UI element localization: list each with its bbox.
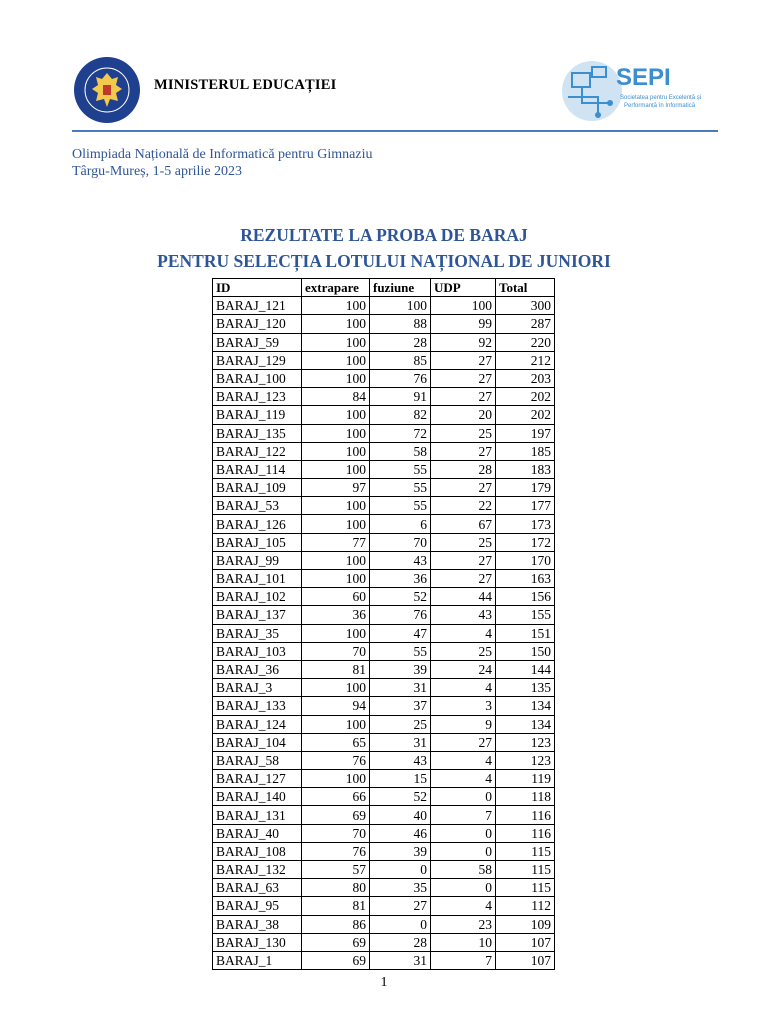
cell-extrapare: 86 <box>302 915 370 933</box>
cell-udp: 25 <box>431 642 496 660</box>
government-crest-logo <box>72 55 142 125</box>
cell-extrapare: 100 <box>302 442 370 460</box>
cell-total: 107 <box>496 933 555 951</box>
cell-udp: 100 <box>431 297 496 315</box>
sepi-logo-subtitle-2: Performanță în Informatică <box>624 103 696 109</box>
sepi-logo-subtitle-1: Societatea pentru Excelență și <box>620 95 702 101</box>
table-row <box>213 460 555 478</box>
cell-fuziune: 25 <box>370 715 431 733</box>
cell-udp: 9 <box>431 715 496 733</box>
cell-extrapare: 81 <box>302 660 370 678</box>
event-info <box>72 146 373 180</box>
table-row <box>213 788 555 806</box>
cell-udp: 58 <box>431 861 496 879</box>
table-row <box>213 806 555 824</box>
cell-extrapare: 100 <box>302 369 370 387</box>
cell-udp: 20 <box>431 406 496 424</box>
cell-id: BARAJ_1 <box>213 951 302 969</box>
table-row <box>213 751 555 769</box>
sepi-logo-name: SEPI <box>616 64 671 91</box>
table-row <box>213 406 555 424</box>
cell-extrapare: 81 <box>302 897 370 915</box>
cell-fuziune: 76 <box>370 369 431 387</box>
cell-fuziune: 36 <box>370 570 431 588</box>
cell-id: BARAJ_58 <box>213 751 302 769</box>
cell-extrapare: 69 <box>302 951 370 969</box>
table-row <box>213 679 555 697</box>
event-name: Olimpiada Națională de Informatică pentru Gimnaziu <box>72 147 373 162</box>
cell-udp: 27 <box>431 388 496 406</box>
cell-total: 115 <box>496 879 555 897</box>
cell-udp: 27 <box>431 551 496 569</box>
cell-fuziune: 39 <box>370 842 431 860</box>
cell-id: BARAJ_108 <box>213 842 302 860</box>
table-row <box>213 479 555 497</box>
table-row <box>213 824 555 842</box>
event-location-date: Târgu-Mureș, 1-5 aprilie 2023 <box>72 164 243 179</box>
cell-id: BARAJ_104 <box>213 733 302 751</box>
cell-udp: 99 <box>431 315 496 333</box>
letterhead <box>72 55 718 130</box>
cell-id: BARAJ_99 <box>213 551 302 569</box>
cell-fuziune: 35 <box>370 879 431 897</box>
cell-extrapare: 69 <box>302 933 370 951</box>
cell-id: BARAJ_100 <box>213 369 302 387</box>
cell-fuziune: 82 <box>370 406 431 424</box>
cell-total: 202 <box>496 388 555 406</box>
cell-extrapare: 57 <box>302 861 370 879</box>
table-row <box>213 733 555 751</box>
cell-total: 118 <box>496 788 555 806</box>
cell-fuziune: 31 <box>370 679 431 697</box>
table-row <box>213 933 555 951</box>
cell-fuziune: 47 <box>370 624 431 642</box>
cell-udp: 0 <box>431 824 496 842</box>
cell-total: 150 <box>496 642 555 660</box>
cell-extrapare: 76 <box>302 751 370 769</box>
cell-extrapare: 76 <box>302 842 370 860</box>
cell-udp: 44 <box>431 588 496 606</box>
cell-extrapare: 100 <box>302 460 370 478</box>
table-row <box>213 424 555 442</box>
cell-total: 300 <box>496 297 555 315</box>
cell-total: 134 <box>496 715 555 733</box>
cell-total: 151 <box>496 624 555 642</box>
cell-total: 115 <box>496 861 555 879</box>
cell-fuziune: 91 <box>370 388 431 406</box>
table-row <box>213 770 555 788</box>
cell-id: BARAJ_140 <box>213 788 302 806</box>
cell-total: 155 <box>496 606 555 624</box>
cell-total: 179 <box>496 479 555 497</box>
cell-id: BARAJ_123 <box>213 388 302 406</box>
cell-total: 212 <box>496 351 555 369</box>
cell-fuziune: 52 <box>370 588 431 606</box>
results-table <box>212 278 555 970</box>
cell-fuziune: 70 <box>370 533 431 551</box>
table-row <box>213 660 555 678</box>
cell-total: 156 <box>496 588 555 606</box>
table-row <box>213 369 555 387</box>
cell-total: 123 <box>496 733 555 751</box>
table-row <box>213 715 555 733</box>
cell-udp: 23 <box>431 915 496 933</box>
table-row <box>213 533 555 551</box>
cell-total: 112 <box>496 897 555 915</box>
cell-udp: 0 <box>431 788 496 806</box>
table-row <box>213 333 555 351</box>
cell-total: 144 <box>496 660 555 678</box>
table-header-row <box>213 279 555 297</box>
cell-udp: 92 <box>431 333 496 351</box>
cell-udp: 25 <box>431 533 496 551</box>
cell-id: BARAJ_137 <box>213 606 302 624</box>
cell-total: 177 <box>496 497 555 515</box>
cell-extrapare: 100 <box>302 424 370 442</box>
results-title: REZULTATE LA PROBA DE BARAJ <box>240 225 528 245</box>
cell-id: BARAJ_40 <box>213 824 302 842</box>
table-row <box>213 897 555 915</box>
cell-id: BARAJ_122 <box>213 442 302 460</box>
table-row <box>213 606 555 624</box>
cell-id: BARAJ_38 <box>213 915 302 933</box>
table-row <box>213 642 555 660</box>
table-row <box>213 842 555 860</box>
cell-udp: 0 <box>431 879 496 897</box>
cell-udp: 27 <box>431 570 496 588</box>
cell-total: 203 <box>496 369 555 387</box>
table-row <box>213 515 555 533</box>
cell-udp: 4 <box>431 897 496 915</box>
cell-total: 172 <box>496 533 555 551</box>
cell-fuziune: 0 <box>370 861 431 879</box>
cell-fuziune: 55 <box>370 642 431 660</box>
cell-fuziune: 39 <box>370 660 431 678</box>
cell-id: BARAJ_131 <box>213 806 302 824</box>
cell-total: 183 <box>496 460 555 478</box>
table-row <box>213 442 555 460</box>
cell-id: BARAJ_109 <box>213 479 302 497</box>
cell-udp: 27 <box>431 351 496 369</box>
cell-fuziune: 85 <box>370 351 431 369</box>
cell-fuziune: 37 <box>370 697 431 715</box>
cell-extrapare: 60 <box>302 588 370 606</box>
cell-id: BARAJ_120 <box>213 315 302 333</box>
cell-total: 107 <box>496 951 555 969</box>
cell-extrapare: 100 <box>302 351 370 369</box>
ministry-name: MINISTERUL EDUCAȚIEI <box>154 77 337 93</box>
cell-extrapare: 100 <box>302 715 370 733</box>
cell-id: BARAJ_124 <box>213 715 302 733</box>
cell-id: BARAJ_105 <box>213 533 302 551</box>
table-row <box>213 951 555 969</box>
cell-id: BARAJ_3 <box>213 679 302 697</box>
cell-extrapare: 100 <box>302 333 370 351</box>
cell-fuziune: 15 <box>370 770 431 788</box>
cell-extrapare: 94 <box>302 697 370 715</box>
cell-total: 119 <box>496 770 555 788</box>
table-row <box>213 351 555 369</box>
cell-id: BARAJ_133 <box>213 697 302 715</box>
cell-total: 123 <box>496 751 555 769</box>
cell-extrapare: 80 <box>302 879 370 897</box>
cell-id: BARAJ_102 <box>213 588 302 606</box>
cell-extrapare: 65 <box>302 733 370 751</box>
column-header-fuziune: fuziune <box>370 279 431 297</box>
cell-udp: 7 <box>431 806 496 824</box>
cell-fuziune: 55 <box>370 479 431 497</box>
cell-udp: 4 <box>431 679 496 697</box>
table-row <box>213 551 555 569</box>
cell-fuziune: 28 <box>370 933 431 951</box>
column-header-udp: UDP <box>431 279 496 297</box>
cell-fuziune: 52 <box>370 788 431 806</box>
cell-fuziune: 43 <box>370 751 431 769</box>
column-header-total: Total <box>496 279 555 297</box>
table-row <box>213 588 555 606</box>
cell-id: BARAJ_135 <box>213 424 302 442</box>
cell-udp: 27 <box>431 479 496 497</box>
page-number: 1 <box>380 975 388 990</box>
cell-extrapare: 100 <box>302 770 370 788</box>
cell-udp: 4 <box>431 624 496 642</box>
cell-id: BARAJ_129 <box>213 351 302 369</box>
cell-id: BARAJ_103 <box>213 642 302 660</box>
cell-udp: 4 <box>431 751 496 769</box>
table-row <box>213 624 555 642</box>
cell-extrapare: 36 <box>302 606 370 624</box>
cell-id: BARAJ_95 <box>213 897 302 915</box>
cell-fuziune: 28 <box>370 333 431 351</box>
cell-udp: 27 <box>431 733 496 751</box>
table-row <box>213 570 555 588</box>
cell-udp: 27 <box>431 442 496 460</box>
table-row <box>213 879 555 897</box>
cell-id: BARAJ_35 <box>213 624 302 642</box>
cell-udp: 25 <box>431 424 496 442</box>
cell-extrapare: 66 <box>302 788 370 806</box>
cell-fuziune: 55 <box>370 497 431 515</box>
sepi-logo <box>558 57 718 127</box>
cell-udp: 24 <box>431 660 496 678</box>
cell-id: BARAJ_127 <box>213 770 302 788</box>
cell-udp: 7 <box>431 951 496 969</box>
cell-id: BARAJ_59 <box>213 333 302 351</box>
cell-total: 170 <box>496 551 555 569</box>
cell-extrapare: 100 <box>302 406 370 424</box>
cell-total: 116 <box>496 806 555 824</box>
cell-id: BARAJ_53 <box>213 497 302 515</box>
cell-total: 115 <box>496 842 555 860</box>
cell-extrapare: 100 <box>302 497 370 515</box>
cell-total: 135 <box>496 679 555 697</box>
cell-extrapare: 100 <box>302 570 370 588</box>
cell-udp: 67 <box>431 515 496 533</box>
cell-udp: 0 <box>431 842 496 860</box>
cell-total: 197 <box>496 424 555 442</box>
cell-id: BARAJ_126 <box>213 515 302 533</box>
cell-total: 116 <box>496 824 555 842</box>
cell-fuziune: 6 <box>370 515 431 533</box>
cell-fuziune: 27 <box>370 897 431 915</box>
cell-extrapare: 100 <box>302 624 370 642</box>
cell-extrapare: 100 <box>302 515 370 533</box>
cell-extrapare: 77 <box>302 533 370 551</box>
cell-total: 134 <box>496 697 555 715</box>
table-body <box>213 297 555 970</box>
cell-total: 163 <box>496 570 555 588</box>
cell-fuziune: 72 <box>370 424 431 442</box>
cell-id: BARAJ_101 <box>213 570 302 588</box>
cell-extrapare: 97 <box>302 479 370 497</box>
cell-udp: 10 <box>431 933 496 951</box>
cell-total: 220 <box>496 333 555 351</box>
cell-total: 173 <box>496 515 555 533</box>
cell-id: BARAJ_132 <box>213 861 302 879</box>
cell-id: BARAJ_121 <box>213 297 302 315</box>
table-row <box>213 915 555 933</box>
cell-udp: 27 <box>431 369 496 387</box>
column-header-id: ID <box>213 279 302 297</box>
cell-extrapare: 100 <box>302 679 370 697</box>
cell-fuziune: 76 <box>370 606 431 624</box>
cell-fuziune: 31 <box>370 951 431 969</box>
cell-id: BARAJ_130 <box>213 933 302 951</box>
table-row <box>213 697 555 715</box>
table-row <box>213 297 555 315</box>
cell-fuziune: 43 <box>370 551 431 569</box>
cell-extrapare: 69 <box>302 806 370 824</box>
cell-udp: 28 <box>431 460 496 478</box>
column-header-extrapare: extrapare <box>302 279 370 297</box>
cell-extrapare: 70 <box>302 642 370 660</box>
header-divider <box>72 130 718 132</box>
cell-fuziune: 58 <box>370 442 431 460</box>
cell-fuziune: 46 <box>370 824 431 842</box>
results-subtitle: PENTRU SELECȚIA LOTULUI NAȚIONAL DE JUNIORI <box>157 251 611 271</box>
cell-udp: 4 <box>431 770 496 788</box>
cell-extrapare: 100 <box>302 297 370 315</box>
cell-fuziune: 40 <box>370 806 431 824</box>
cell-total: 202 <box>496 406 555 424</box>
table-row <box>213 861 555 879</box>
cell-total: 109 <box>496 915 555 933</box>
table-row <box>213 388 555 406</box>
cell-fuziune: 31 <box>370 733 431 751</box>
cell-extrapare: 100 <box>302 551 370 569</box>
cell-fuziune: 88 <box>370 315 431 333</box>
table-row <box>213 315 555 333</box>
cell-udp: 43 <box>431 606 496 624</box>
cell-total: 185 <box>496 442 555 460</box>
table-row <box>213 497 555 515</box>
cell-id: BARAJ_119 <box>213 406 302 424</box>
cell-id: BARAJ_63 <box>213 879 302 897</box>
cell-fuziune: 55 <box>370 460 431 478</box>
cell-extrapare: 100 <box>302 315 370 333</box>
cell-fuziune: 100 <box>370 297 431 315</box>
cell-id: BARAJ_36 <box>213 660 302 678</box>
cell-total: 287 <box>496 315 555 333</box>
cell-extrapare: 70 <box>302 824 370 842</box>
cell-udp: 3 <box>431 697 496 715</box>
cell-id: BARAJ_114 <box>213 460 302 478</box>
cell-fuziune: 0 <box>370 915 431 933</box>
cell-udp: 22 <box>431 497 496 515</box>
cell-extrapare: 84 <box>302 388 370 406</box>
